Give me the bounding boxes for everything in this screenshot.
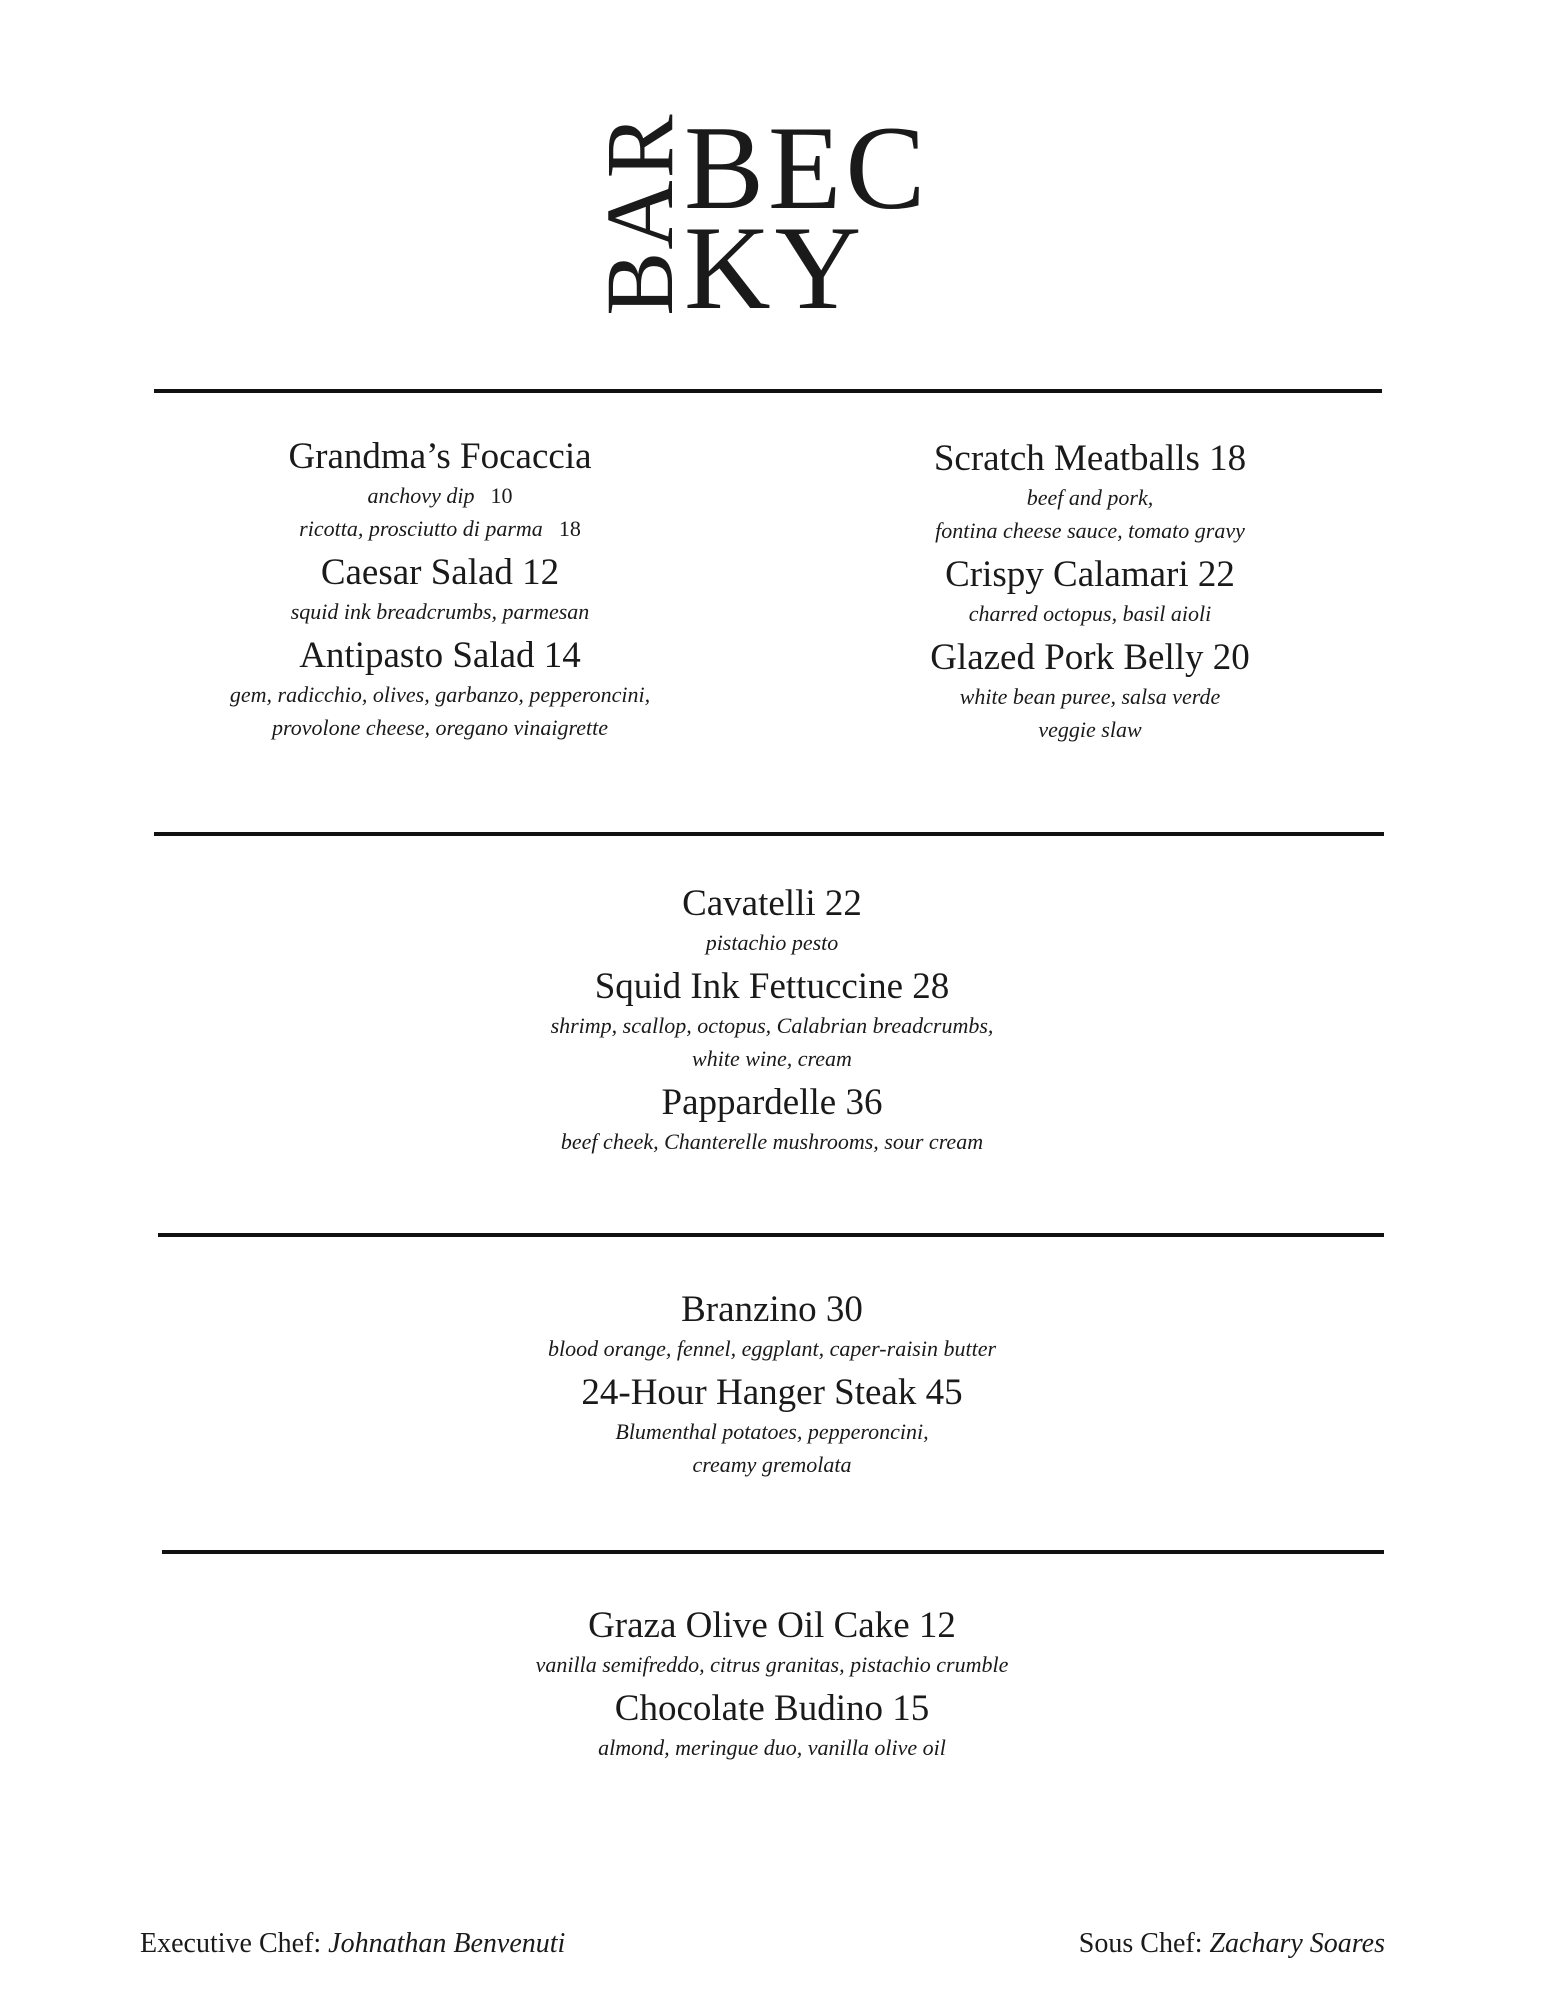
menu-item-name: Crispy Calamari 22 bbox=[945, 554, 1235, 595]
logo-line-1: BEC bbox=[684, 101, 930, 234]
description-text: shrimp, scallop, octopus, Calabrian breadcrumbs, bbox=[550, 1013, 994, 1038]
option-price: 10 bbox=[490, 483, 513, 508]
menu-item-name: Pappardelle 36 bbox=[661, 1082, 883, 1123]
menu-item-description bbox=[140, 512, 740, 545]
description-text: fontina cheese sauce, tomato gravy bbox=[935, 518, 1245, 543]
description-text: Blumenthal potatoes, pepperoncini, bbox=[615, 1419, 929, 1444]
menu-item-description bbox=[140, 711, 740, 744]
description-text: charred octopus, basil aioli bbox=[968, 601, 1212, 626]
desserts-section bbox=[372, 1604, 1172, 1764]
description-text: white bean puree, salsa verde bbox=[959, 684, 1221, 709]
menu-item-description bbox=[372, 1042, 1172, 1075]
logo-line-2: KY bbox=[684, 201, 866, 334]
section-divider-mains bbox=[158, 1233, 1384, 1237]
section-divider-desserts bbox=[162, 1550, 1384, 1554]
menu-item-description bbox=[800, 597, 1380, 630]
sous-chef-label: Sous Chef: bbox=[1078, 1928, 1203, 1959]
description-text: almond, meringue duo, vanilla olive oil bbox=[598, 1735, 946, 1760]
menu-item-description bbox=[372, 1415, 1172, 1448]
executive-chef-label: Executive Chef: bbox=[140, 1928, 322, 1959]
menu-item-name: Antipasto Salad 14 bbox=[299, 635, 581, 676]
menu-item-description bbox=[800, 481, 1380, 514]
menu-item-description bbox=[140, 678, 740, 711]
menu-item-description bbox=[372, 1448, 1172, 1481]
sous-chef-credit bbox=[1079, 1926, 1385, 1962]
description-text: veggie slaw bbox=[1038, 717, 1142, 742]
menu-item-name: Squid Ink Fettuccine 28 bbox=[594, 966, 950, 1007]
sous-chef-name: Zachary Soares bbox=[1209, 1928, 1385, 1959]
mains-section bbox=[372, 1288, 1172, 1481]
description-text: beef and pork, bbox=[1026, 485, 1154, 510]
option-price: 18 bbox=[558, 516, 581, 541]
description-text: gem, radicchio, olives, garbanzo, pepperoncini, bbox=[229, 682, 651, 707]
menu-item-name: Caesar Salad 12 bbox=[320, 552, 560, 593]
menu-item-name: 24-Hour Hanger Steak 45 bbox=[581, 1372, 963, 1413]
menu-item-description bbox=[372, 926, 1172, 959]
description-text: ricotta, prosciutto di parma bbox=[299, 516, 543, 541]
menu-item-name: Scratch Meatballs 18 bbox=[933, 438, 1247, 479]
pasta-section bbox=[372, 882, 1172, 1158]
menu-item-description bbox=[372, 1648, 1172, 1681]
menu-item-name: Chocolate Budino 15 bbox=[614, 1688, 930, 1729]
executive-chef-name: Johnathan Benvenuti bbox=[328, 1928, 566, 1959]
description-text: anchovy dip bbox=[367, 483, 475, 508]
description-text: provolone cheese, oregano vinaigrette bbox=[271, 715, 608, 740]
menu-item-description bbox=[372, 1332, 1172, 1365]
starters-left-column bbox=[140, 435, 740, 744]
menu-item-description bbox=[800, 514, 1380, 547]
menu-item-description bbox=[800, 713, 1380, 746]
menu-item-description bbox=[372, 1009, 1172, 1042]
description-text: squid ink breadcrumbs, parmesan bbox=[290, 599, 590, 624]
logo-vertical-text: BAR bbox=[586, 112, 693, 316]
menu-item-description bbox=[800, 680, 1380, 713]
menu-item-description bbox=[140, 479, 740, 512]
section-divider-pasta bbox=[154, 832, 1384, 836]
menu-item-description bbox=[372, 1125, 1172, 1158]
logo-vertical-word bbox=[586, 108, 693, 320]
restaurant-logo bbox=[586, 101, 960, 334]
description-text: creamy gremolata bbox=[692, 1452, 852, 1477]
description-text: beef cheek, Chanterelle mushrooms, sour cream bbox=[560, 1129, 984, 1154]
executive-chef-credit bbox=[140, 1926, 565, 1962]
menu-item-name: Glazed Pork Belly 20 bbox=[930, 637, 1250, 678]
description-text: blood orange, fennel, eggplant, caper-raisin butter bbox=[547, 1336, 997, 1361]
menu-item-name: Cavatelli 22 bbox=[682, 883, 862, 924]
menu-item-name: Branzino 30 bbox=[681, 1289, 863, 1330]
menu-item-description bbox=[140, 595, 740, 628]
menu-item-description bbox=[372, 1731, 1172, 1764]
description-text: pistachio pesto bbox=[705, 930, 839, 955]
menu-item-name: Grandma’s Focaccia bbox=[288, 436, 592, 477]
description-text: white wine, cream bbox=[692, 1046, 852, 1071]
menu-item-name: Graza Olive Oil Cake 12 bbox=[588, 1605, 956, 1646]
section-divider-top bbox=[154, 389, 1382, 393]
starters-right-column bbox=[800, 437, 1380, 746]
description-text: vanilla semifreddo, citrus granitas, pistachio crumble bbox=[535, 1652, 1009, 1677]
